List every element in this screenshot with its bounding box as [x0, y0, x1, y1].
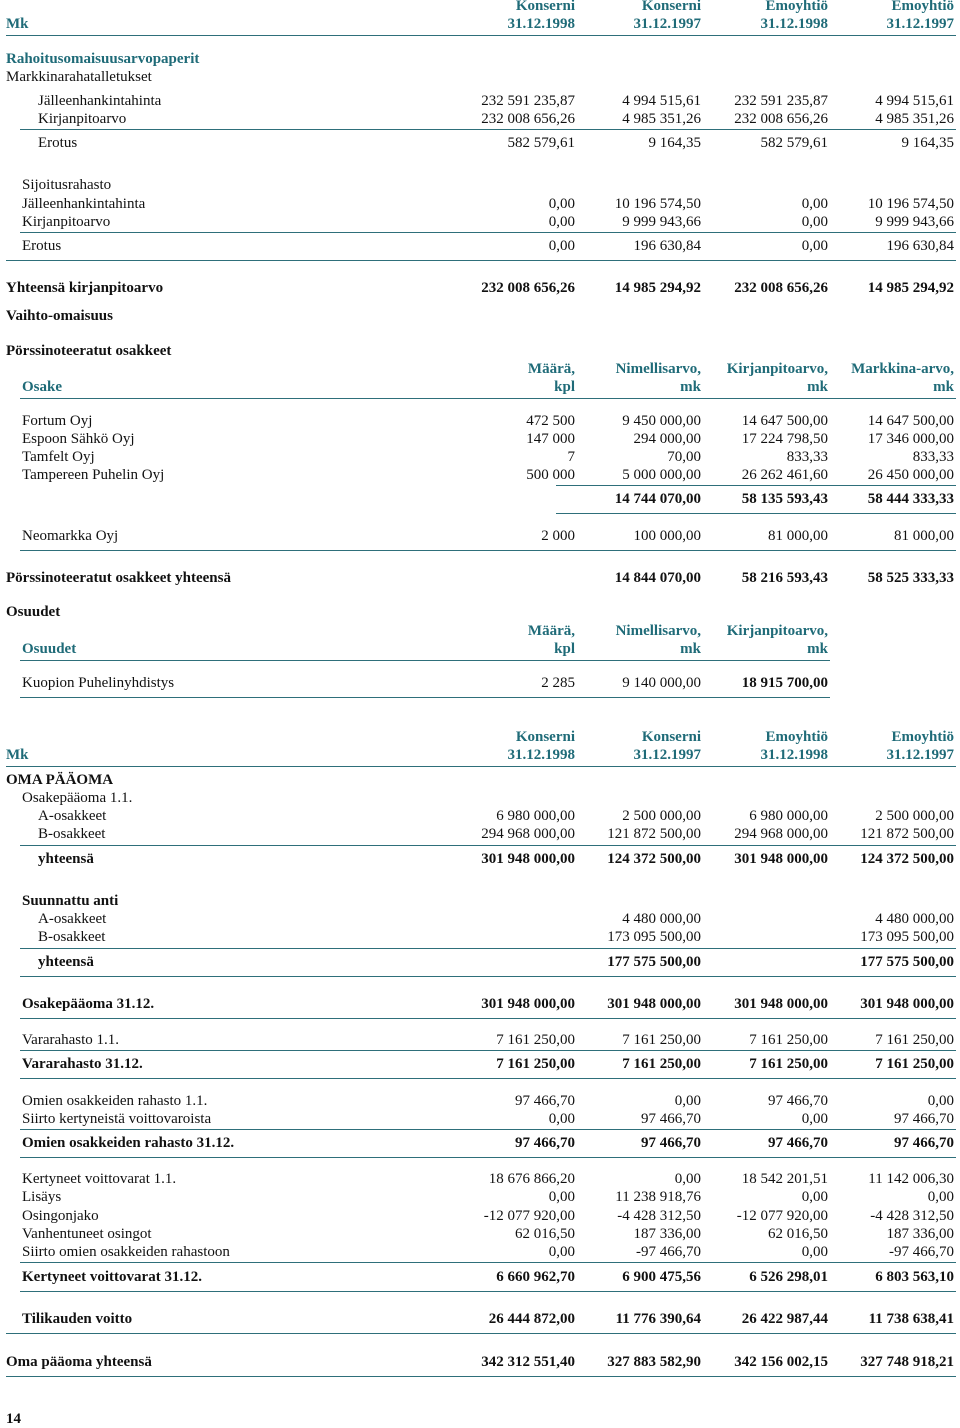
row-label: B-osakkeet — [38, 929, 106, 945]
column-date: 31.12.1998 — [507, 16, 575, 32]
column-header: mk — [807, 641, 828, 657]
row-label: Erotus — [38, 135, 78, 151]
row-label: Vararahasto 1.1. — [22, 1032, 120, 1048]
section-title — [0, 603, 960, 621]
cell-value: 2 500 000,00 — [875, 808, 954, 824]
table-row — [0, 1110, 960, 1128]
cell-value: 582 579,61 — [760, 135, 828, 151]
cell-value: 833,33 — [912, 449, 954, 465]
table-row — [0, 1243, 960, 1261]
subtotal-value: 58 135 593,43 — [741, 491, 828, 507]
subsection-title: Sijoitusrahasto — [22, 177, 112, 193]
cell-value: 97 466,70 — [515, 1135, 575, 1151]
table-row — [0, 825, 960, 843]
cell-value: 0,00 — [674, 1171, 701, 1187]
cell-value: 26 450 000,00 — [867, 467, 954, 483]
cell-value: 58 216 593,43 — [741, 570, 828, 586]
cell-value: 294 968 000,00 — [734, 826, 828, 842]
cell-value: 97 466,70 — [515, 1093, 575, 1109]
rule-line — [20, 1050, 956, 1051]
cell-value: 327 883 582,90 — [607, 1354, 701, 1370]
cell-value: 121 872 500,00 — [860, 826, 954, 842]
row-label: Tamfelt Oyj — [22, 449, 95, 465]
table-row — [0, 910, 960, 928]
cell-value: 6 900 475,56 — [622, 1269, 701, 1285]
section-title: Rahoitusomaisuusarvopaperit — [6, 51, 200, 67]
cell-value: 97 466,70 — [641, 1135, 701, 1151]
cell-value: 7 161 250,00 — [875, 1056, 954, 1072]
table-row — [0, 807, 960, 825]
cell-value: 232 008 656,26 — [734, 280, 828, 296]
cell-value: 9 140 000,00 — [622, 675, 701, 691]
cell-value: 9 164,35 — [901, 135, 954, 151]
cell-value: -4 428 312,50 — [617, 1208, 701, 1224]
rule-line — [20, 1262, 956, 1263]
cell-value: 0,00 — [548, 238, 575, 254]
row-label: Lisäys — [22, 1189, 62, 1205]
cell-value: 9 164,35 — [648, 135, 701, 151]
column-header: Osake — [22, 379, 63, 395]
cell-value: 0,00 — [674, 1093, 701, 1109]
rule-line — [6, 35, 956, 36]
rule-line — [20, 1291, 956, 1292]
table-row — [0, 1353, 960, 1371]
column-header: Emoyhtiö — [891, 0, 954, 14]
cell-value: 18 676 866,20 — [488, 1171, 575, 1187]
subsection-title — [0, 892, 960, 910]
table-row — [0, 1092, 960, 1110]
cell-value: 301 948 000,00 — [734, 851, 828, 867]
cell-value: 97 466,70 — [894, 1135, 954, 1151]
row-label: Neomarkka Oyj — [22, 528, 119, 544]
cell-value: 232 591 235,87 — [734, 93, 828, 109]
cell-value: 7 161 250,00 — [749, 1032, 828, 1048]
row-label: Vararahasto 31.12. — [22, 1056, 143, 1072]
cell-value: 14 985 294,92 — [614, 280, 701, 296]
cell-value: 232 591 235,87 — [481, 93, 575, 109]
cell-value: 6 980 000,00 — [749, 808, 828, 824]
rule-line — [20, 1078, 956, 1079]
table-row — [0, 430, 960, 448]
column-header: kpl — [554, 641, 575, 657]
table-row — [0, 1310, 960, 1328]
column-header: Konserni — [641, 0, 701, 14]
cell-value: -97 466,70 — [889, 1244, 954, 1260]
cell-value: 301 948 000,00 — [481, 996, 575, 1012]
row-label: Omien osakkeiden rahasto 1.1. — [22, 1093, 208, 1109]
cell-value: 177 575 500,00 — [860, 954, 954, 970]
row-label: A-osakkeet — [38, 911, 107, 927]
row-label: Osingonjako — [22, 1208, 99, 1224]
column-header: Nimellisarvo, — [615, 361, 701, 377]
row-label: A-osakkeet — [38, 808, 107, 824]
cell-value: 9 999 943,66 — [622, 214, 701, 230]
rule-line — [6, 766, 956, 767]
cell-value: 97 466,70 — [768, 1093, 828, 1109]
osuudet-header-line1 — [0, 622, 960, 640]
cell-value: 582 579,61 — [507, 135, 575, 151]
row-label: Erotus — [22, 238, 62, 254]
subsection-title: Osakepääoma 1.1. — [22, 790, 133, 806]
row-label: Tilikauden voitto — [22, 1311, 133, 1327]
rule-line — [6, 260, 956, 261]
cell-value: 4 480 000,00 — [622, 911, 701, 927]
row-label: Omien osakkeiden rahasto 31.12. — [22, 1135, 235, 1151]
cell-value: 173 095 500,00 — [860, 929, 954, 945]
cell-value: 232 008 656,26 — [481, 111, 575, 127]
column-header: Emoyhtiö — [765, 0, 828, 14]
rule-line — [20, 976, 956, 977]
cell-value: 9 999 943,66 — [875, 214, 954, 230]
row-label: Pörssinoteeratut osakkeet yhteensä — [6, 570, 231, 586]
cell-value: 0,00 — [801, 214, 828, 230]
column-header: kpl — [554, 379, 575, 395]
rule-line — [20, 660, 830, 661]
section-title: OMA PÄÄOMA — [6, 772, 114, 788]
cell-value: 342 156 002,15 — [734, 1354, 828, 1370]
cell-value: 26 444 872,00 — [488, 1311, 575, 1327]
table-row — [0, 1031, 960, 1049]
subsection-title: Markkinarahatalletukset — [6, 69, 152, 85]
subsection-title — [0, 176, 960, 194]
cell-value: 6 803 563,10 — [875, 1269, 954, 1285]
cell-value: 18 915 700,00 — [741, 675, 828, 691]
page-number: 14 — [6, 1411, 21, 1427]
cell-value: 327 748 918,21 — [860, 1354, 954, 1370]
rule-line — [556, 513, 956, 514]
column-date: 31.12.1997 — [633, 747, 701, 763]
cell-value: 11 738 638,41 — [868, 1311, 954, 1327]
table-row — [0, 279, 960, 297]
column-date: 31.12.1997 — [633, 16, 701, 32]
table-row — [0, 1207, 960, 1225]
table-row — [0, 850, 960, 868]
cell-value: 81 000,00 — [768, 528, 828, 544]
column-date: 31.12.1997 — [886, 747, 954, 763]
subsection-title — [0, 68, 960, 86]
subsection-title — [0, 342, 960, 360]
table-row — [0, 213, 960, 231]
table-row — [0, 466, 960, 484]
column-header: Määrä, — [527, 361, 575, 377]
table-row — [0, 92, 960, 110]
table-row — [0, 1134, 960, 1152]
cell-value: 301 948 000,00 — [734, 996, 828, 1012]
cell-value: 97 466,70 — [894, 1111, 954, 1127]
cell-value: 0,00 — [801, 1189, 828, 1205]
column-header: Konserni — [641, 729, 701, 745]
cell-value: 4 985 351,26 — [875, 111, 954, 127]
cell-value: 0,00 — [548, 1189, 575, 1205]
cell-value: 7 161 250,00 — [622, 1056, 701, 1072]
rule-line — [20, 1157, 956, 1158]
row-label: Yhteensä kirjanpitoarvo — [6, 280, 164, 296]
cell-value: 14 647 500,00 — [741, 413, 828, 429]
rule-line — [20, 129, 956, 130]
cell-value: 14 647 500,00 — [867, 413, 954, 429]
cell-value: 124 372 500,00 — [860, 851, 954, 867]
cell-value: 2 500 000,00 — [622, 808, 701, 824]
cell-value: 11 238 918,76 — [615, 1189, 701, 1205]
cell-value: 196 630,84 — [633, 238, 701, 254]
cell-value: 7 — [567, 449, 575, 465]
row-label: Siirto kertyneistä voittovaroista — [22, 1111, 212, 1127]
table-row — [0, 412, 960, 430]
cell-value: 26 422 987,44 — [741, 1311, 828, 1327]
column-header: Osuudet — [22, 641, 77, 657]
cell-value: 14 844 070,00 — [614, 570, 701, 586]
row-label: Kirjanpitoarvo — [38, 111, 127, 127]
cell-value: 232 008 656,26 — [481, 280, 575, 296]
cell-value: 342 312 551,40 — [481, 1354, 575, 1370]
table-row — [0, 1170, 960, 1188]
cell-value: 4 994 515,61 — [875, 93, 954, 109]
row-label: Espoon Sähkö Oyj — [22, 431, 135, 447]
table-row — [0, 448, 960, 466]
column-header: mk — [807, 379, 828, 395]
column-header: Emoyhtiö — [891, 729, 954, 745]
column-date: 31.12.1998 — [507, 747, 575, 763]
cell-value: 0,00 — [548, 214, 575, 230]
rule-line — [20, 550, 956, 551]
cell-value: 17 224 798,50 — [741, 431, 828, 447]
row-label: yhteensä — [38, 851, 94, 867]
cell-value: 70,00 — [667, 449, 701, 465]
cell-value: 0,00 — [927, 1189, 954, 1205]
rule-line — [20, 1129, 956, 1130]
cell-value: 7 161 250,00 — [875, 1032, 954, 1048]
cell-value: -4 428 312,50 — [870, 1208, 954, 1224]
column-date: 31.12.1998 — [760, 16, 828, 32]
table-row — [0, 995, 960, 1013]
table-row — [0, 110, 960, 128]
rule-line — [20, 697, 830, 698]
cell-value: 7 161 250,00 — [496, 1056, 575, 1072]
cell-value: 58 525 333,33 — [867, 570, 954, 586]
table-row — [0, 134, 960, 152]
table-row — [0, 237, 960, 255]
column-header: Konserni — [515, 0, 575, 14]
row-label: Jälleenhankintahinta — [38, 93, 162, 109]
cell-value: 10 196 574,50 — [867, 196, 954, 212]
cell-value: -12 077 920,00 — [483, 1208, 575, 1224]
subsection-title: Pörssinoteeratut osakkeet — [6, 343, 172, 359]
column-date: 31.12.1998 — [760, 747, 828, 763]
cell-value: 301 948 000,00 — [607, 996, 701, 1012]
cell-value: 6 526 298,01 — [749, 1269, 828, 1285]
cell-value: 11 142 006,30 — [868, 1171, 954, 1187]
cell-value: 4 480 000,00 — [875, 911, 954, 927]
cell-value: 2 000 — [541, 528, 575, 544]
rule-line — [20, 845, 956, 846]
cell-value: 0,00 — [548, 1244, 575, 1260]
column-header: mk — [680, 379, 701, 395]
table-row — [0, 195, 960, 213]
row-label: Tampereen Puhelin Oyj — [22, 467, 165, 483]
cell-value: 7 161 250,00 — [622, 1032, 701, 1048]
row-label: Siirto omien osakkeiden rahastoon — [22, 1244, 230, 1260]
unit-label: Mk — [6, 16, 29, 32]
shares-subtotal — [0, 490, 960, 508]
cell-value: 100 000,00 — [633, 528, 701, 544]
cell-value: 97 466,70 — [768, 1135, 828, 1151]
section-title — [0, 50, 960, 68]
row-label: Kirjanpitoarvo — [22, 214, 111, 230]
header-1-line1 — [0, 0, 960, 15]
cell-value: 232 008 656,26 — [734, 111, 828, 127]
cell-value: 301 948 000,00 — [860, 996, 954, 1012]
rule-line — [20, 398, 956, 399]
cell-value: 187 336,00 — [633, 1226, 701, 1242]
row-label: Kertyneet voittovarat 1.1. — [22, 1171, 177, 1187]
cell-value: 124 372 500,00 — [607, 851, 701, 867]
cell-value: 81 000,00 — [894, 528, 954, 544]
cell-value: 0,00 — [801, 238, 828, 254]
cell-value: 6 980 000,00 — [496, 808, 575, 824]
header-2-line1 — [0, 728, 960, 746]
row-label: Oma pääoma yhteensä — [6, 1354, 152, 1370]
rule-line — [556, 485, 956, 486]
cell-value: 121 872 500,00 — [607, 826, 701, 842]
row-label: B-osakkeet — [38, 826, 106, 842]
section-title — [0, 771, 960, 789]
cell-value: 5 000 000,00 — [622, 467, 701, 483]
column-header: Määrä, — [527, 623, 575, 639]
unit-label: Mk — [6, 747, 29, 763]
subsection-title: Suunnattu anti — [22, 893, 119, 909]
cell-value: 0,00 — [801, 1111, 828, 1127]
cell-value: 147 000 — [526, 431, 575, 447]
cell-value: 7 161 250,00 — [496, 1032, 575, 1048]
column-header: mk — [680, 641, 701, 657]
row-label: Osakepääoma 31.12. — [22, 996, 155, 1012]
table-row — [0, 1268, 960, 1286]
column-header: Nimellisarvo, — [615, 623, 701, 639]
cell-value: 500 000 — [526, 467, 575, 483]
cell-value: 4 994 515,61 — [622, 93, 701, 109]
cell-value: 62 016,50 — [515, 1226, 575, 1242]
rule-line — [20, 1018, 956, 1019]
cell-value: 173 095 500,00 — [607, 929, 701, 945]
column-header: Kirjanpitoarvo, — [726, 623, 828, 639]
page-number — [0, 1410, 960, 1428]
cell-value: 294 968 000,00 — [481, 826, 575, 842]
column-header: Emoyhtiö — [765, 729, 828, 745]
cell-value: 301 948 000,00 — [481, 851, 575, 867]
cell-value: -97 466,70 — [636, 1244, 701, 1260]
cell-value: 294 000,00 — [633, 431, 701, 447]
row-label: Kertyneet voittovarat 31.12. — [22, 1269, 202, 1285]
cell-value: 4 985 351,26 — [622, 111, 701, 127]
rule-line — [20, 232, 956, 233]
table-row — [0, 953, 960, 971]
cell-value: 833,33 — [786, 449, 828, 465]
section-title — [0, 307, 960, 325]
cell-value: 62 016,50 — [768, 1226, 828, 1242]
rule-line — [6, 1376, 956, 1377]
shares-header-line2 — [0, 378, 960, 396]
column-header: mk — [933, 379, 954, 395]
column-header: Konserni — [515, 729, 575, 745]
cell-value: 187 336,00 — [886, 1226, 954, 1242]
cell-value: 7 161 250,00 — [749, 1056, 828, 1072]
cell-value: 0,00 — [548, 196, 575, 212]
cell-value: 177 575 500,00 — [607, 954, 701, 970]
cell-value: 17 346 000,00 — [867, 431, 954, 447]
table-row — [0, 674, 960, 692]
subsection-title — [0, 789, 960, 807]
cell-value: 0,00 — [548, 1111, 575, 1127]
cell-value: 472 500 — [526, 413, 575, 429]
column-date: 31.12.1997 — [886, 16, 954, 32]
section-title: Vaihto-omaisuus — [6, 308, 113, 324]
cell-value: 10 196 574,50 — [614, 196, 701, 212]
row-label: yhteensä — [38, 954, 94, 970]
shares-header-line1 — [0, 360, 960, 378]
shares-total — [0, 569, 960, 587]
cell-value: 0,00 — [801, 196, 828, 212]
rule-line — [6, 1333, 956, 1334]
osuudet-header-line2 — [0, 640, 960, 658]
column-header: Markkina-arvo, — [851, 361, 954, 377]
column-header: Kirjanpitoarvo, — [726, 361, 828, 377]
cell-value: 6 660 962,70 — [496, 1269, 575, 1285]
cell-value: 9 450 000,00 — [622, 413, 701, 429]
table-row — [0, 1225, 960, 1243]
table-row — [0, 1188, 960, 1206]
cell-value: 0,00 — [801, 1244, 828, 1260]
cell-value: -12 077 920,00 — [736, 1208, 828, 1224]
cell-value: 0,00 — [927, 1093, 954, 1109]
subtotal-value: 58 444 333,33 — [867, 491, 954, 507]
cell-value: 11 776 390,64 — [615, 1311, 701, 1327]
table-row — [0, 928, 960, 946]
header-2-line2 — [0, 746, 960, 764]
row-label: Vanhentuneet osingot — [22, 1226, 152, 1242]
subtotal-value: 14 744 070,00 — [614, 491, 701, 507]
row-label: Jälleenhankintahinta — [22, 196, 146, 212]
cell-value: 18 542 201,51 — [741, 1171, 828, 1187]
cell-value: 2 285 — [541, 675, 575, 691]
cell-value: 26 262 461,60 — [741, 467, 828, 483]
cell-value: 14 985 294,92 — [867, 280, 954, 296]
cell-value: 196 630,84 — [886, 238, 954, 254]
cell-value: 97 466,70 — [641, 1111, 701, 1127]
table-row — [0, 1055, 960, 1073]
table-row — [0, 527, 960, 545]
section-title: Osuudet — [6, 604, 61, 620]
rule-line — [20, 948, 956, 949]
row-label: Kuopion Puhelinyhdistys — [22, 675, 175, 691]
row-label: Fortum Oyj — [22, 413, 93, 429]
header-1-line2 — [0, 15, 960, 33]
